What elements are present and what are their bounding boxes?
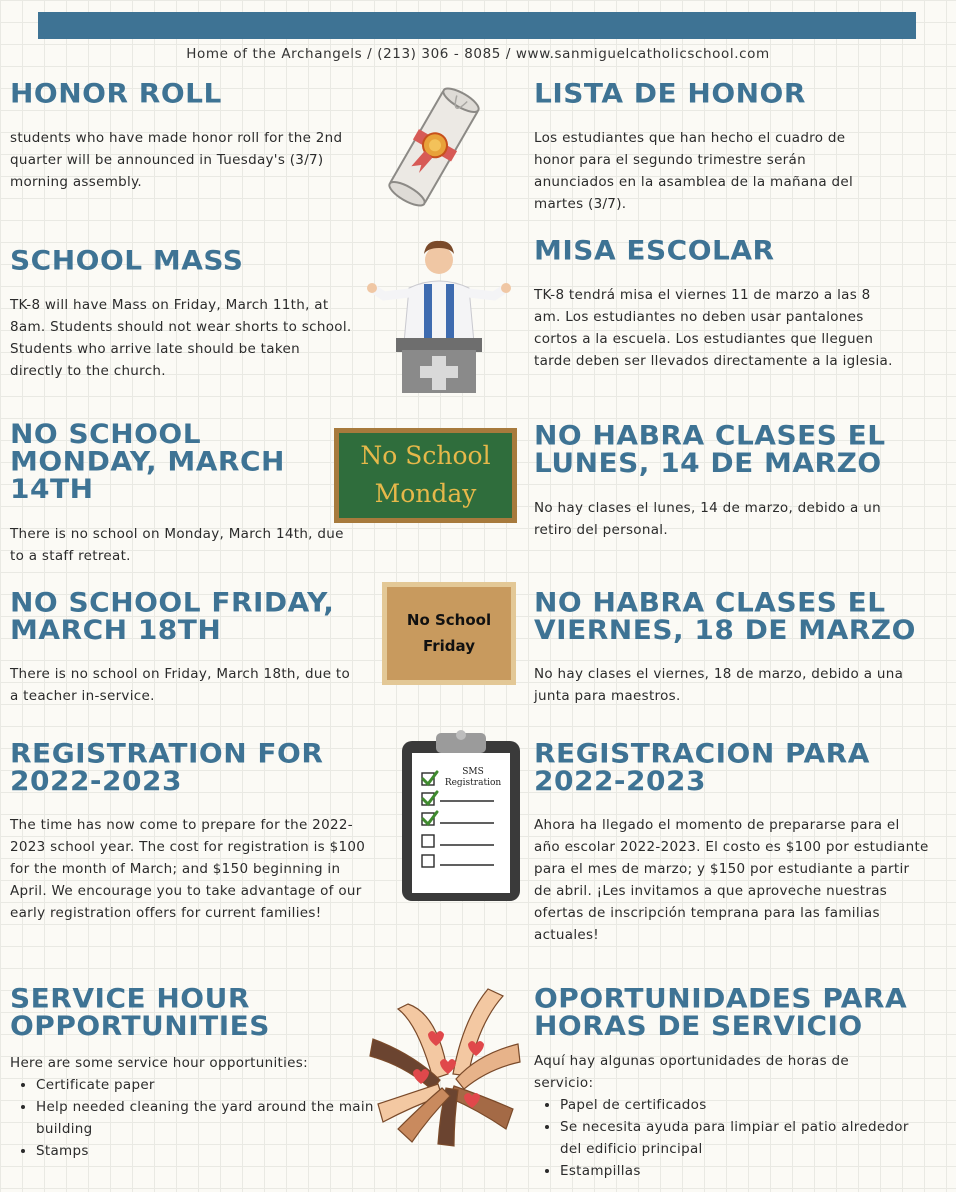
no-school-monday-title: NO SCHOOL MONDAY, MARCH 14TH	[10, 418, 285, 505]
oportunidades-title: OPORTUNIDADES PARA HORAS DE SERVICIO	[534, 982, 908, 1042]
en-item: • Certificate paper	[36, 1074, 376, 1096]
no-habra-lunes-title: NO HABRA CLASES EL LUNES, 14 DE MARZO	[534, 419, 886, 479]
honor-roll-text: students who have made honor roll for the 2nd quarter will be announced in Tuesday's (3/7) morning assembly.	[10, 130, 343, 190]
no-school-monday-text: There is no school on Monday, March 14th, due to a staff retreat.	[10, 526, 344, 564]
school-mass-text: TK-8 will have Mass on Friday, March 11th, at 8am. Students should not wear shorts to school. Students who arrive late should be taken directly to the church.	[10, 297, 352, 379]
header-bar	[38, 12, 916, 39]
corkboard-image	[382, 582, 516, 685]
es-item: • Estampillas	[560, 1160, 910, 1182]
no-habra-lunes-text: No hay clases el lunes, 14 de marzo, debido a un retiro del personal.	[534, 500, 881, 538]
misa-escolar-title: MISA ESCOLAR	[534, 234, 775, 267]
corkboard-line2: Friday	[422, 637, 475, 655]
registracion-title: REGISTRACION PARA 2022-2023	[534, 737, 870, 797]
contact-line: Home of the Archangels / (213) 306 - 8085 / www.sanmiguelcatholicschool.com	[186, 46, 770, 62]
service-hour-list	[10, 1074, 376, 1162]
chalkboard-line2: Monday	[374, 479, 477, 508]
priest-at-altar-icon	[364, 238, 514, 393]
oportunidades-list	[534, 1094, 910, 1182]
no-habra-viernes-text: No hay clases el viernes, 18 de marzo, debido a una junta para maestros.	[534, 666, 904, 704]
service-hour-intro: Here are some service hour opportunities:	[10, 1055, 308, 1071]
registration-text: The time has now come to prepare for the 2022-2023 school year. The cost for registration is $100 for the month of March; and $150 beginning in April. We encourage you to take advantage of our early registration offers for current families!	[10, 817, 366, 921]
diploma-scroll-icon	[382, 83, 487, 211]
es-item: • Papel de certificados	[560, 1094, 910, 1116]
service-hour-title: SERVICE HOUR OPPORTUNITIES	[10, 982, 270, 1042]
en-item: • Help needed cleaning the yard around the main building	[36, 1096, 376, 1140]
registration-title: REGISTRATION FOR 2022-2023	[10, 737, 324, 797]
helping-hands-hearts-icon	[368, 984, 522, 1149]
no-school-friday-text: There is no school on Friday, March 18th, due to a teacher in-service.	[10, 666, 351, 704]
chalkboard-image	[334, 428, 517, 523]
es-item: • Se necesita ayuda para limpiar el patio alrededor del edificio principal	[560, 1116, 910, 1160]
clipboard-line1: SMS	[462, 767, 484, 777]
lista-honor-title: LISTA DE HONOR	[534, 77, 806, 110]
chalkboard-line1: No School	[360, 441, 491, 470]
oportunidades-intro: Aquí hay algunas oportunidades de horas de servicio:	[534, 1053, 850, 1091]
no-habra-viernes-title: NO HABRA CLASES EL VIERNES, 18 DE MARZO	[534, 586, 916, 646]
school-mass-title: SCHOOL MASS	[10, 244, 244, 277]
no-school-friday-title: NO SCHOOL FRIDAY, MARCH 18TH	[10, 586, 335, 646]
misa-escolar-text: TK-8 tendrá misa el viernes 11 de marzo a las 8 am. Los estudiantes no deben usar pantalones cortos a la escuela. Los estudiantes que lleguen tarde deben ser llevados directamente a la iglesia.	[534, 287, 893, 369]
lista-honor-text: Los estudiantes que han hecho el cuadro de honor para el segundo trimestre serán anunciados en la asamblea de la mañana del martes (3/7).	[534, 130, 854, 212]
corkboard-line1: No School	[406, 611, 492, 629]
honor-roll-title: HONOR ROLL	[10, 77, 222, 110]
en-item: • Stamps	[36, 1140, 376, 1162]
clipboard-line2: Registration	[444, 778, 502, 788]
clipboard-checklist-icon	[398, 725, 524, 905]
registracion-text: Ahora ha llegado el momento de prepararse para el año escolar 2022-2023. El costo es $100 por estudiante para el mes de marzo; y $150 por estudiante a partir de abril. ¡Les invitamos a que aproveche nuestras ofertas de inscripción temprana para las familias actuales!	[534, 817, 929, 943]
